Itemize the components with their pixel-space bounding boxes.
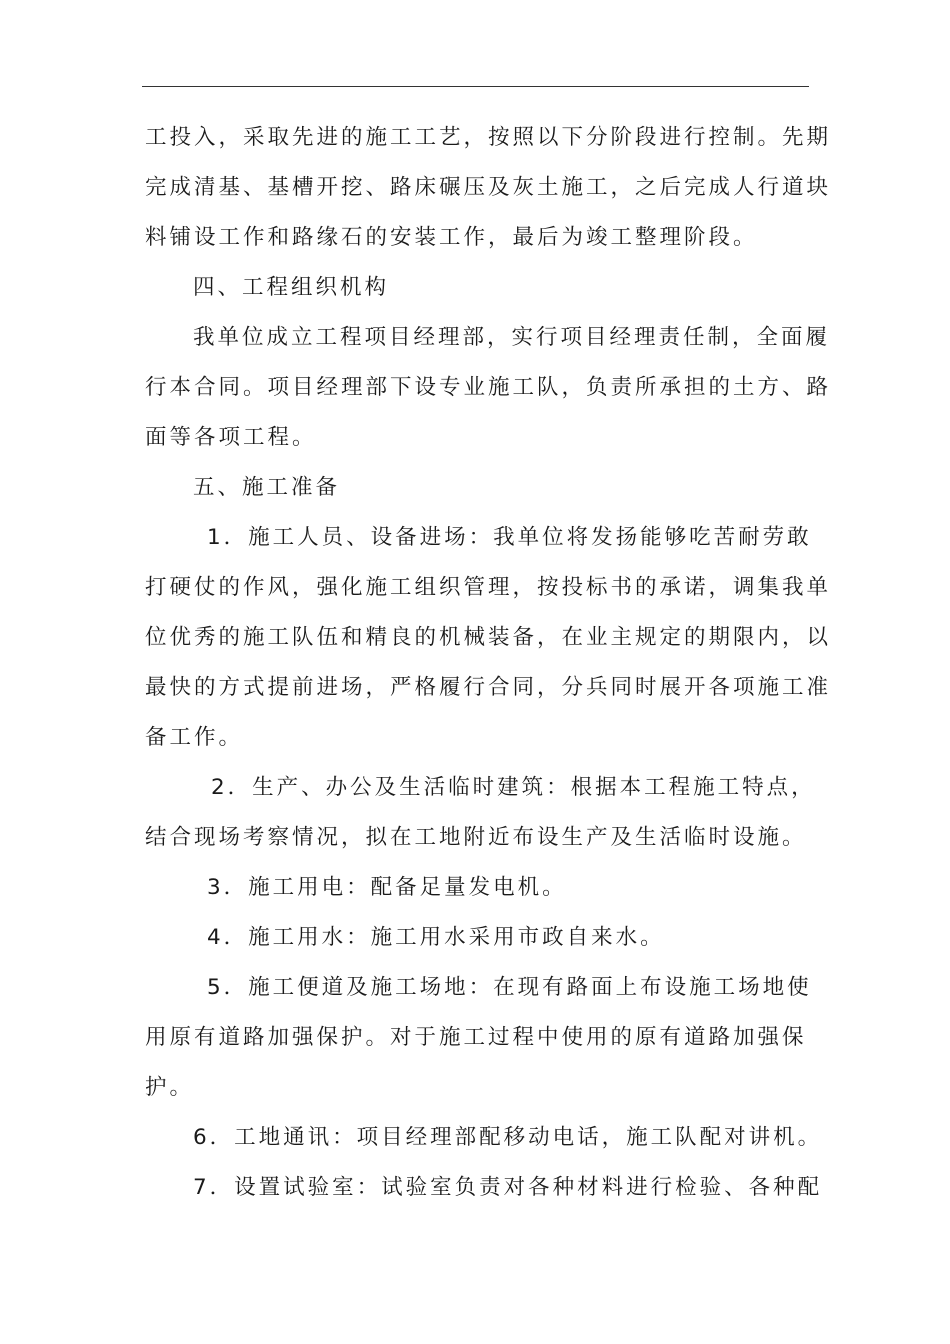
paragraph — [145, 313, 832, 463]
list-item — [145, 863, 808, 913]
text-line: 行本合同。项目经理部下设专业施工队，负责所承担的土方、路 — [145, 375, 832, 400]
text-line: 完成清基、基槽开挖、路床碾压及灰土施工，之后完成人行道块 — [145, 175, 832, 200]
text-line: 结合现场考察情况，拟在工地附近布设生产及生活临时设施。 — [145, 825, 807, 850]
paragraph — [145, 113, 832, 263]
text-line: 五、施工准备 — [193, 475, 341, 500]
list-item — [145, 1113, 823, 1163]
list-item — [145, 963, 812, 1113]
text-line: 面等各项工程。 — [145, 425, 317, 450]
text-line: 6．工地通讯：项目经理部配移动电话，施工队配对讲机。 — [193, 1125, 823, 1150]
section-heading — [145, 463, 808, 513]
list-item — [145, 1163, 823, 1213]
header-rule — [142, 86, 809, 87]
text-line: 7．设置试验室：试验室负责对各种材料进行检验、各种配 — [193, 1175, 823, 1200]
text-line: 四、工程组织机构 — [193, 275, 390, 300]
text-line: 我单位成立工程项目经理部，实行项目经理责任制，全面履 — [193, 325, 831, 350]
text-line: 用原有道路加强保护。对于施工过程中使用的原有道路加强保 — [145, 1025, 807, 1050]
text-line: 备工作。 — [145, 725, 244, 750]
text-line: 料铺设工作和路缘石的安装工作，最后为竣工整理阶段。 — [145, 225, 758, 250]
list-item — [145, 763, 816, 863]
text-line: 位优秀的施工队伍和精良的机械装备，在业主规定的期限内，以 — [145, 625, 832, 650]
list-item — [145, 513, 832, 763]
document-body — [145, 113, 832, 1213]
list-item — [145, 913, 808, 963]
text-line: 2．生产、办公及生活临时建筑：根据本工程施工特点， — [211, 775, 816, 800]
section-heading — [145, 263, 808, 313]
text-line: 5．施工便道及施工场地：在现有路面上布设施工场地使 — [207, 975, 812, 1000]
text-line: 打硬仗的作风，强化施工组织管理，按投标书的承诺，调集我单 — [145, 575, 832, 600]
text-line: 4．施工用水：施工用水采用市政自来水。 — [207, 925, 665, 950]
text-line: 3．施工用电：配备足量发电机。 — [207, 875, 567, 900]
text-line: 工投入，采取先进的施工工艺，按照以下分阶段进行控制。先期 — [145, 125, 832, 150]
text-line: 1．施工人员、设备进场：我单位将发扬能够吃苦耐劳敢 — [207, 525, 812, 550]
text-line: 护。 — [145, 1075, 195, 1100]
text-line: 最快的方式提前进场，严格履行合同，分兵同时展开各项施工准 — [145, 675, 832, 700]
